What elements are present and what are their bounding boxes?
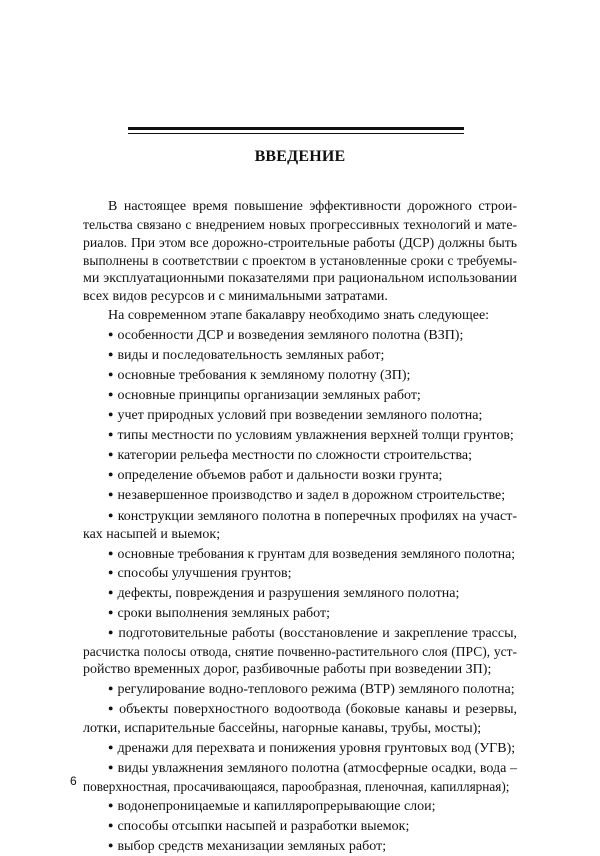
list-item-text: учет природных условий при возведении земляного полотна; [117, 408, 483, 424]
list-item [83, 699, 517, 737]
list-item-line [83, 816, 517, 836]
list-item-text: способы отсыпки насыпей и разработки выемок; [117, 819, 410, 834]
list-item [83, 506, 517, 544]
lead-line: На современном этапе бакалавру необходимо знать следующее: [108, 307, 490, 323]
list-item [83, 758, 517, 796]
list-item-line [83, 365, 517, 385]
list-item-text: объекты поверхностного водоотвода (боковые канавы и резервы, [119, 702, 517, 718]
bullet-icon: ● [108, 820, 114, 830]
list-item-line [83, 445, 517, 465]
list-item-text: сроки выполнения земляных работ; [117, 605, 330, 621]
text-line: тельства связано с внедрением новых прогрессивных технологий и мате- [83, 217, 517, 233]
list-item-text: ках насыпей и выемок; [83, 526, 221, 542]
list-item [83, 485, 517, 505]
bullet-icon: ● [108, 449, 114, 460]
list-item-text: ройство временных дорог, разбивочные работы при возведении ЗП); [83, 662, 492, 678]
list-item-line [83, 506, 517, 526]
list-item-text: виды увлажнения земляного полотна (атмосферные осадки, вода – [117, 760, 518, 776]
bullet-icon: ● [108, 328, 114, 339]
list-item [83, 445, 517, 465]
text-line: всех видов ресурсов и с минимальными затратами. [83, 289, 388, 305]
bullet-icon: ● [108, 840, 114, 851]
list-item-text: конструкции земляного полотна в поперечных профилях на участ- [117, 508, 518, 524]
bullet-icon: ● [108, 566, 114, 577]
list-item-line [83, 758, 517, 778]
list-item-line [83, 385, 517, 405]
text-line: В настоящее время повышение эффективности дорожного строи- [108, 199, 517, 214]
body-text [83, 198, 517, 856]
list-item-text: незавершенное производство и задел в дорожном строительстве; [117, 488, 506, 504]
list-item-line [83, 778, 517, 796]
bullet-icon: ● [108, 429, 114, 440]
list-item [83, 465, 517, 485]
list-item-line [83, 720, 517, 738]
list-item-text: выбор средств механизации земляных работ; [117, 839, 387, 855]
list-item-line [83, 485, 517, 505]
page-number: 6 [70, 774, 77, 788]
list-item-line [83, 563, 517, 583]
text-line: выполнены в соответствии с проектом в установленные сроки с требуемы- [83, 253, 517, 269]
page-title: ВВЕДЕНИЕ [254, 148, 346, 165]
list-item-text: поверхностная, просачивающаяся, парообразная, пленочная, капиллярная); [83, 778, 510, 794]
list-item-line [83, 425, 517, 445]
list-item [83, 544, 517, 563]
bullet-icon: ● [108, 741, 114, 752]
list-item [83, 365, 517, 385]
list-item-line [83, 623, 517, 643]
bullet-icon: ● [108, 683, 114, 694]
intro-paragraph [83, 198, 517, 307]
list-item-line [83, 544, 517, 563]
list-item-line [83, 345, 517, 365]
bullet-list [83, 325, 517, 856]
list-item-text: лотки, испарительные бассейны, нагорные канавы, трубы, мосты); [83, 720, 482, 736]
list-item [83, 796, 517, 816]
list-item-text: способы улучшения грунтов; [117, 565, 292, 581]
list-item [83, 603, 517, 623]
bullet-icon: ● [108, 469, 114, 480]
list-item-text: виды и последовательность земляных работ; [117, 347, 385, 363]
list-item-text: типы местности по условиям увлажнения верхней толщи грунтов; [117, 428, 514, 444]
list-item [83, 816, 517, 836]
list-item-line [83, 679, 517, 699]
list-item [83, 836, 517, 856]
list-item-line [83, 661, 517, 679]
list-item-line [83, 603, 517, 623]
list-item-text: подготовительные работы (восстановление и закрепление трассы, [118, 626, 518, 642]
list-item [83, 325, 517, 345]
list-item-line [83, 405, 517, 425]
list-item-line [83, 465, 517, 485]
bullet-icon: ● [108, 509, 114, 520]
list-item-line [83, 526, 517, 544]
bullet-icon: ● [108, 761, 114, 772]
list-item [83, 405, 517, 425]
list-item [83, 563, 517, 583]
list-item-text: водонепроницаемые и капилляропрерывающие слои; [117, 798, 436, 814]
list-item [83, 345, 517, 365]
header-rule-thin [128, 133, 464, 134]
list-item-text: основные требования к земляному полотну (ЗП); [117, 367, 411, 383]
bullet-icon: ● [108, 703, 116, 714]
bullet-icon: ● [108, 409, 114, 420]
list-item-text: особенности ДСР и возведения земляного полотна (ВЗП); [117, 327, 464, 343]
list-item-line [83, 699, 517, 719]
bullet-icon: ● [108, 348, 114, 359]
list-item [83, 623, 517, 679]
list-item-text: основные требования к грунтам для возведения земляного полотна; [117, 545, 516, 561]
bullet-icon: ● [108, 586, 114, 597]
bullet-icon: ● [108, 489, 114, 500]
text-line: риалов. При этом все дорожно-строительные работы (ДСР) должны быть [83, 235, 517, 251]
bullet-icon: ● [108, 388, 114, 399]
list-item-text: дренажи для перехвата и понижения уровня грунтовых вод (УГВ); [117, 740, 516, 756]
list-item-text: определение объемов работ и дальности возки грунта; [117, 468, 443, 484]
list-item [83, 738, 517, 758]
list-item-line [83, 836, 517, 856]
bullet-icon: ● [108, 627, 115, 638]
text-line: ми эксплуатационными показателями при рациональном использовании [83, 271, 517, 287]
list-item-line [83, 643, 517, 661]
bullet-icon: ● [108, 606, 114, 617]
list-item [83, 385, 517, 405]
header-rule-thick [128, 127, 464, 130]
list-item-text: категории рельефа местности по сложности строительства; [117, 448, 473, 464]
bullet-icon: ● [108, 799, 114, 810]
list-item [83, 583, 517, 603]
list-item-text: расчистка полосы отвода, снятие почвенно-растительного слоя (ПРС), уст- [83, 644, 517, 660]
list-item-text: дефекты, повреждения и разрушения земляного полотна; [117, 585, 460, 601]
list-item-text: основные принципы организации земляных работ; [117, 387, 421, 403]
list-item-line [83, 325, 517, 345]
list-item-line [83, 583, 517, 603]
list-item-line [83, 738, 517, 758]
bullet-icon: ● [108, 547, 114, 558]
list-item [83, 679, 517, 699]
bullet-icon: ● [108, 368, 114, 379]
list-item-line [83, 796, 517, 816]
list-item [83, 425, 517, 445]
list-item-text: регулирование водно-теплового режима (ВТР) земляного полотна; [117, 682, 515, 698]
